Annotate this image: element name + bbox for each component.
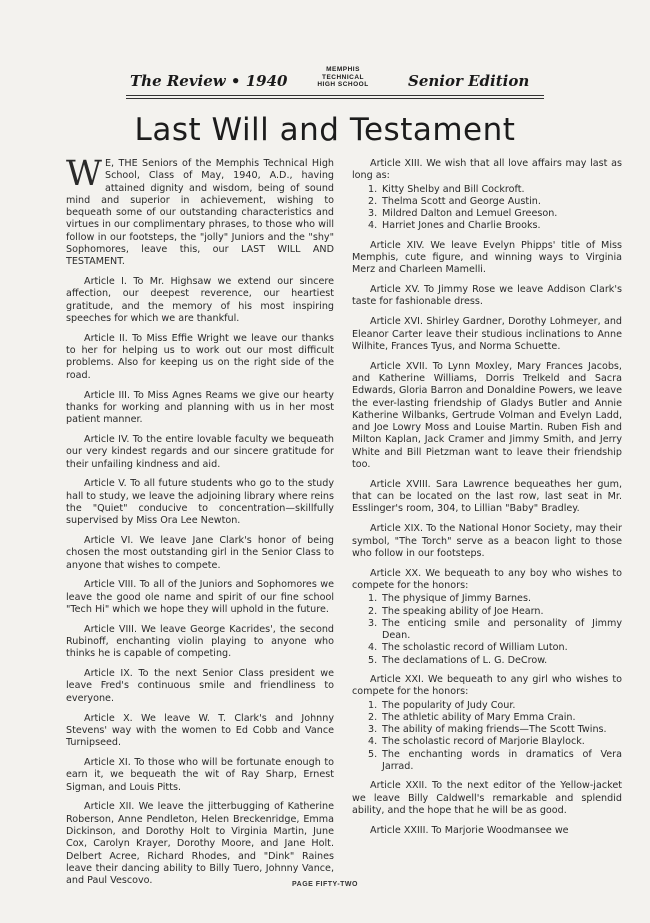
header-rule [126,98,544,99]
list-item [352,618,622,643]
list-number: 1. [368,183,378,195]
list-number: 4. [368,642,378,654]
article-paragraph: Article XII. We leave the jitterbugging of Katherine Roberson, Anne Pendleton, Helen Breckenridge, Emma Dickinson, and Dorothy Holt to Virginia Martin, June Cox, Carolyn Krayer, Dorothy Moore, and Jane Holt. Delbert Acree, Richard Rhodes, and "Dink" Raines leave their dancing ability to Billy Tuero, Johnny Vance, and Paul Vescovo. [66,801,334,887]
article-paragraph: Article III. To Miss Agnes Reams we give our hearty thanks for working and planning with us in her most patient manner. [66,389,334,426]
list-item [352,593,622,605]
article-paragraph: Article XI. To those who will be fortunate enough to earn it, we bequeath the wit of Ray Sharp, Ernest Sigman, and Louis Pitts. [66,756,334,793]
list-number: 1. [368,593,378,605]
list-item [352,655,622,667]
article-paragraph: Article X. We leave W. T. Clark's and Johnny Stevens' way with the women to Ed Cobb and Vance Turnipseed. [66,712,334,749]
article-paragraph: Article IV. To the entire lovable faculty we bequeath our very kindest regards and our sincere gratitude for their unfailing kindness and aid. [66,433,334,470]
intro-text: E, THE Seniors of the Memphis Technical High School, Class of May, 1940, A.D., having attained dignity and wisdom, being of sound mind and superior in achievement, wishing to bequeath some of our outstanding characteristics and virtues in our complimentary phrases, to those who will follow in our footsteps, the "jolly" Juniors and the "shy" Sophomores, leave this, our LAST WILL AND TESTAMENT. [66,158,334,268]
list-item-text: The popularity of Judy Cour. [382,699,516,711]
header-edition: Senior Edition [408,72,530,90]
header-publication: The Review • 1940 [130,72,288,90]
article-paragraph: Article V. To all future students who go to the study hall to study, we leave the adjoining library where reins the "Quiet" conducive to concentration—skillfully supervised by Miss Ora Lee Newton. [66,478,334,527]
page-header [130,62,540,94]
header-rule [126,95,544,96]
list-number: 2. [368,195,378,207]
numbered-list [352,593,622,667]
right-column [352,158,622,845]
list-item-text: The scholastic record of Marjorie Blaylock. [382,736,585,748]
list-number: 4. [368,220,378,232]
list-number: 1. [368,699,378,711]
article-paragraph: Article XIII. We wish that all love affairs may last as long as: [352,158,622,182]
list-item-text: The enticing smile and personality of Jimmy Dean. [382,617,622,642]
article-paragraph: Article XXIII. To Marjorie Woodmansee we [370,824,569,836]
list-item [352,736,622,748]
article-paragraph: Article XV. To Jimmy Rose we leave Addison Clark's taste for fashionable dress. [352,284,622,308]
article-paragraph: Article I. To Mr. Highsaw we extend our sincere affection, our deepest reverence, our heartiest gratitude, and the memory of his most inspiring speeches for which we are thankful. [66,276,334,325]
list-item-text: The physique of Jimmy Barnes. [382,593,532,605]
list-item-text: Harriet Jones and Charlie Brooks. [382,220,541,232]
article-paragraph: Article XXII. To the next editor of the Yellow-jacket we leave Billy Caldwell's remarkable and splendid ability, and the hope that he will be as good. [352,780,622,816]
list-number: 3. [368,724,378,736]
article-paragraph: Article XVIII. Sara Lawrence bequeathes her gum, that can be located on the last row, last seat in Mr. Esslinger's room, 304, to Lillian "Baby" Bradley. [352,478,622,515]
article-paragraph: Article IX. To the next Senior Class president we leave Fred's continuous smile and friendliness to everyone. [66,668,334,704]
list-item [352,712,622,724]
list-number: 2. [368,711,378,723]
list-item-text: Mildred Dalton and Lemuel Greeson. [382,208,558,220]
page-number: PAGE FIFTY-TWO [292,881,358,888]
list-number: 3. [368,617,378,629]
article-paragraph: Article VIII. To all of the Juniors and Sophomores we leave the good ole name and spirit of our fine school "Tech Hi" which we hope they will uphold in the future. [66,579,334,615]
list-item-text: The athletic ability of Mary Emma Crain. [382,711,576,723]
list-item [352,700,622,712]
list-item [352,220,622,232]
list-item [352,606,622,618]
list-item-text: The scholastic record of William Luton. [382,642,568,654]
list-number: 5. [368,654,378,666]
list-item [352,642,622,654]
list-item-text: The ability of making friends—The Scott Twins. [382,724,607,736]
list-item-text: The declamations of L. G. DeCrow. [382,654,548,666]
list-item-text: Thelma Scott and George Austin. [382,195,541,207]
header-school-line: TECHNICAL [321,73,365,81]
numbered-list [352,184,622,233]
list-item [352,184,622,196]
article-paragraph: Article XIV. We leave Evelyn Phipps' title of Miss Memphis, cute figure, and winning ways to Virginia Merz and Charleen Mamelli. [352,239,622,276]
header-school [308,66,378,89]
numbered-list [352,700,622,774]
list-item [352,208,622,220]
list-item-text: The enchanting words in dramatics of Vera Jarrad. [382,748,622,773]
list-item [352,196,622,208]
article-paragraph: Article XVII. To Lynn Moxley, Mary Frances Jacobs, and Katherine Williams, Dorris Trelkeld and Sacra Edwards, Gloria Barron and Donaldine Powers, we leave the ever-lasting friendship of Gladys Butler and Annie Katherine Wilbanks, Gertrude Volman and Evelyn Ladd, and Joe Lowry Moss and Louise Martin. Ruben Fish and Milton Kaplan, Jack Cramer and Jimmy Smith, and Jerry White and Bill Pietzman want to leave their friendship too. [352,360,622,471]
article-paragraph: Article XXI. We bequeath to any girl who wishes to compete for the honors: [352,673,622,698]
article-paragraph: Article II. To Miss Effie Wright we leave our thanks to her for helping us to work out our most difficult problems. Also for keeping us on the right side of the road. [66,332,334,381]
article-paragraph: Article VI. We leave Jane Clark's honor of being chosen the most outstanding girl in the Senior Class to anyone that wishes to compete. [66,535,334,571]
list-number: 5. [368,748,378,760]
header-school-line: HIGH SCHOOL [317,81,369,88]
intro-paragraph [66,154,334,269]
list-item [352,724,622,736]
article-paragraph: Article XIX. To the National Honor Society, may their symbol, "The Torch" serve as a beacon light to those who follow in our footsteps. [352,523,622,559]
page-title: Last Will and Testament [134,112,516,148]
article-paragraph: Article XVI. Shirley Gardner, Dorothy Lohmeyer, and Eleanor Carter leave their studious inclinations to Anne Wilhite, Frances Tyus, and Norma Schuette. [352,316,622,352]
drop-cap: W [66,154,102,194]
list-number: 2. [368,605,378,617]
list-item [352,749,622,774]
list-item-text: Kitty Shelby and Bill Cockroft. [382,183,525,195]
article-paragraph: Article XX. We bequeath to any boy who wishes to compete for the honors: [352,567,622,591]
left-column [66,154,334,895]
article-paragraph: Article VIII. We leave George Kacrides', the second Rubinoff, enchanting violin playing to anyone who thinks he is capable of competing. [66,623,334,660]
list-number: 3. [368,208,378,220]
list-item-text: The speaking ability of Joe Hearn. [382,605,544,617]
list-number: 4. [368,736,378,748]
header-school-line: MEMPHIS [326,66,360,73]
